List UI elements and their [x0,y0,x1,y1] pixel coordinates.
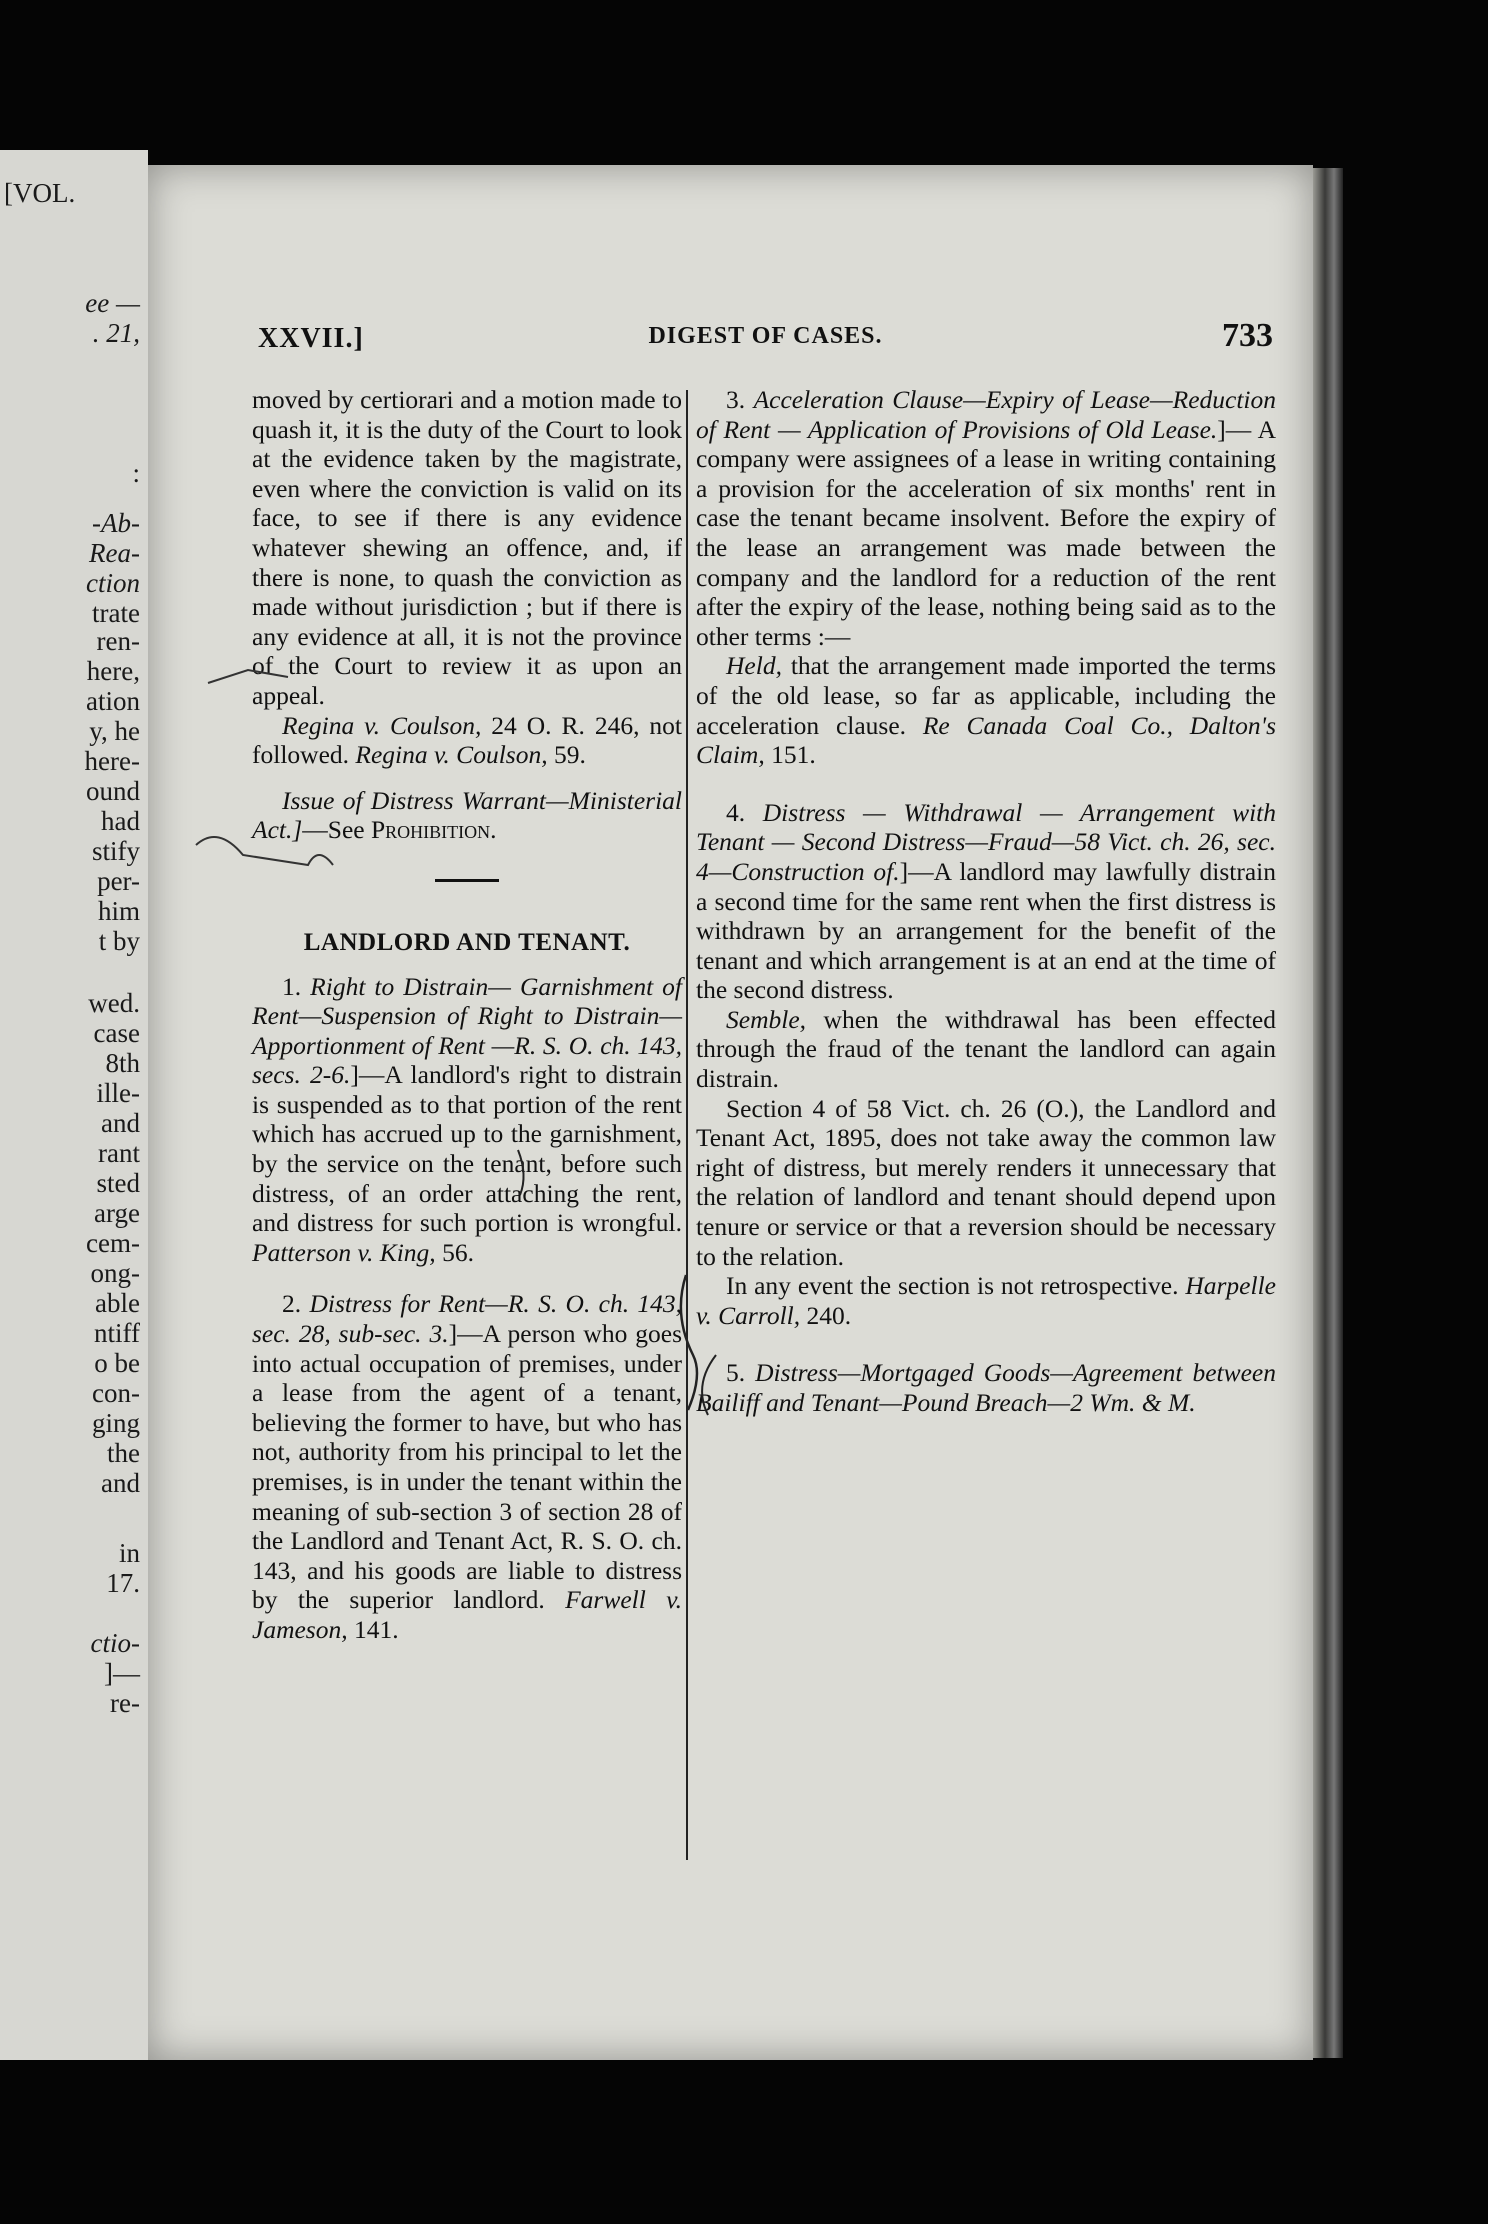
adjacent-page-fragment: 8th [105,1048,140,1078]
paragraph [252,385,682,711]
entry-4-retrospective [696,1271,1276,1330]
adjacent-page-fragment: sted [96,1168,140,1198]
entry-3-held [696,651,1276,769]
adjacent-page-fragment: -Ab- [92,508,140,538]
entry-body: when the withdrawal has been effected through the fraud of the tenant the landlord can again distrain. [696,1004,1276,1094]
adjacent-page-fragment: ound [86,776,140,806]
adjacent-page-fragment: case [93,1018,140,1048]
adjacent-page-fragment: ]— [104,1658,140,1688]
entry-number: 4. [726,797,763,827]
page [148,165,1313,2060]
adjacent-page-fragment: ren- [96,626,140,656]
paragraph-text: moved by certiorari and a motion made to quash it, it is the duty of the Court to look at the evidence taken by the magistrate, even where the conviction is valid on its face, to see if there is any evidence whatever shewing an offence, and, if there is none, to quash the conviction as made without jurisdiction ; but if there is any evidence at all, it is not the province of the Court to review it as upon an appeal. [252,385,682,710]
page-edge [1313,168,1343,2058]
running-header [258,317,1273,363]
adjacent-page-fragment: him [97,896,140,926]
adjacent-page-fragment: ntiff [94,1318,140,1348]
citation: 240. [800,1300,852,1330]
adjacent-page-fragment: 17. [106,1568,140,1598]
case-name: Harpelle v. Carroll, [696,1271,1276,1330]
right-column [696,385,1276,1418]
volume-label: XXVII.] [258,323,364,354]
adjacent-page-fragment: ation [86,686,140,716]
entry-number: 2. [282,1289,310,1319]
column-divider [686,390,688,1860]
held-label: Held, [726,651,782,681]
semble-label: Semble, [726,1004,807,1034]
adjacent-page-fragment: y, he [89,716,140,746]
entry-5 [696,1358,1276,1417]
adjacent-page-fragment: the [107,1438,140,1468]
section-rule [435,879,499,882]
page-title: DIGEST OF CASES. [648,323,883,349]
entry-title: Issue of Distress Warrant—Ministerial Act.] [252,785,682,845]
adjacent-page-fragment: and [101,1468,140,1498]
entry-body: ]—A person who goes into actual occupation of premises, under a lease from the agent of a tenant, believing the former to have, but who has not, authority from his principal to let the premises, is in under the tenant within the meaning of sub-section 3 of section 28 of the Landlord and Tenant Act, R. S. O. ch. 143, and his goods are liable to distress by the superior landlord. [252,1319,682,1615]
adjacent-page-fragment: con- [92,1378,140,1408]
citation: 56. [435,1237,474,1267]
adjacent-page-fragment: in [118,1538,140,1568]
entry-2 [252,1289,682,1644]
case-name: Re Canada Coal Co., Dalton's Claim, [696,710,1276,770]
citation-paragraph [252,711,682,770]
entry-title: Acceleration Clause—Expiry of Lease—Reduction of Rent — Application of Provisions of Old Lease. [696,385,1277,444]
entry-body: ]—A landlord may lawfully distrain a second time for the same rent when the first distress is withdrawn by an arrangement for the benefit of the tenant and which arrangement is at an end at the time of the second distress. [696,856,1276,1005]
adjacent-page-fragment: here, [86,656,140,686]
entry-body: ]— A company were assignees of a lease in writing containing a provision for the acceleration of six months' rent in case the tenant became insolvent. Before the expiry of the lease an arrangement was made between the company and the landlord for a reduction of the rent after the expiry of the lease, nothing being said as to the other terms :— [696,414,1276,651]
adjacent-page-fragment: ong- [90,1258,140,1288]
adjacent-page-fragment: able [95,1288,140,1318]
adjacent-page-fragment: t by [98,926,140,956]
section-heading: LANDLORD AND TENANT. [303,928,631,956]
entry-title: Distress—Mortgaged Goods—Agreement between Bailiff and Tenant—Pound Breach—2 Wm. & M. [696,1358,1276,1417]
adjacent-page-fragment: stify [91,836,140,866]
adjacent-page-fragment: ctio- [90,1628,140,1658]
adjacent-page-fragment: ction [86,568,140,598]
adjacent-page-fragment: : [132,458,140,488]
entry-1 [252,972,682,1268]
entry-3 [696,385,1276,651]
adjacent-page-fragment: cem- [86,1228,140,1258]
entry-4-section: Section 4 of 58 Vict. ch. 26 (O.), the Landlord and Tenant Act, 1895, does not take away the common law right of distress, but merely renders it unnecessary that the relation of landlord and tenant should depend upon tenure or service or that a reversion should be necessary to the relation. [696,1093,1276,1271]
adjacent-page-fragment: here- [84,746,140,776]
adjacent-page-fragment: ging [91,1408,140,1438]
adjacent-page-fragment: had [101,806,140,836]
adjacent-page-fragment: o be [94,1348,140,1378]
adjacent-page-fragment: arge [94,1198,140,1228]
case-name: Regina v. Coulson, [282,710,482,740]
cross-reference [252,786,682,845]
entry-body: that the arrangement made imported the terms of the old lease, so far as applicable, including the acceleration clause. [696,651,1276,740]
adjacent-page-fragment: . 21, [92,318,140,348]
adjacent-page-fragment: Rea- [89,538,140,568]
case-name: Farwell v. Jameson, [252,1585,682,1644]
case-name: Regina v. Coulson, [355,740,548,770]
adjacent-page-fragment: rant [98,1138,140,1168]
entry-4 [696,798,1276,1005]
entry-number: 3. [726,385,754,414]
entry-4-semble [696,1005,1276,1094]
pencil-bracket [681,1275,697,1410]
citation: 141. [347,1614,399,1644]
adjacent-page-fragment: trate [92,598,140,628]
adjacent-page-fragment: wed. [88,988,140,1018]
citation: 151. [764,740,816,770]
adjacent-page-strip [0,150,148,2060]
entry-title: Distress for Rent—R. S. O. ch. 143, sec. 28, sub-sec. 3. [252,1289,683,1349]
adjacent-page-fragment: and [101,1108,140,1138]
see-text: —See [302,815,371,845]
reference-link: Prohibition. [370,815,497,845]
citation: 59. [547,740,586,770]
page-number: 733 [1222,317,1273,354]
citation: 24 O. R. 246, not followed. [252,710,683,770]
left-column [252,385,682,1645]
adjacent-page-fragment: [VOL. [4,178,76,208]
adjacent-page-fragment: ille- [96,1078,140,1108]
case-name: Patterson v. King, [252,1237,436,1267]
adjacent-page-fragment: per- [97,866,140,896]
adjacent-page-fragment: re- [110,1688,140,1718]
entry-body: In any event the section is not retrospective. [726,1271,1186,1301]
entry-title: Distress — Withdrawal — Arrangement with Tenant — Second Distress—Fraud—58 Vict. ch. 26, sec. 4—Construction of. [696,797,1277,886]
entry-body: ]—A landlord's right to distrain is suspended as to that portion of the rent which has accrued up to the garnishment, by the service on the tenant, before such distress, of an order attaching the rent, and distress for such portion is wrongful. [252,1060,682,1238]
entry-number: 5. [726,1358,756,1388]
adjacent-page-fragment: ee — [85,288,140,318]
entry-number: 1. [282,971,311,1001]
entry-title: Right to Distrain— Garnishment of Rent—Suspension of Right to Distrain—Apportionment of Rent —R. S. O. ch. 143, secs. 2-6. [252,971,683,1090]
